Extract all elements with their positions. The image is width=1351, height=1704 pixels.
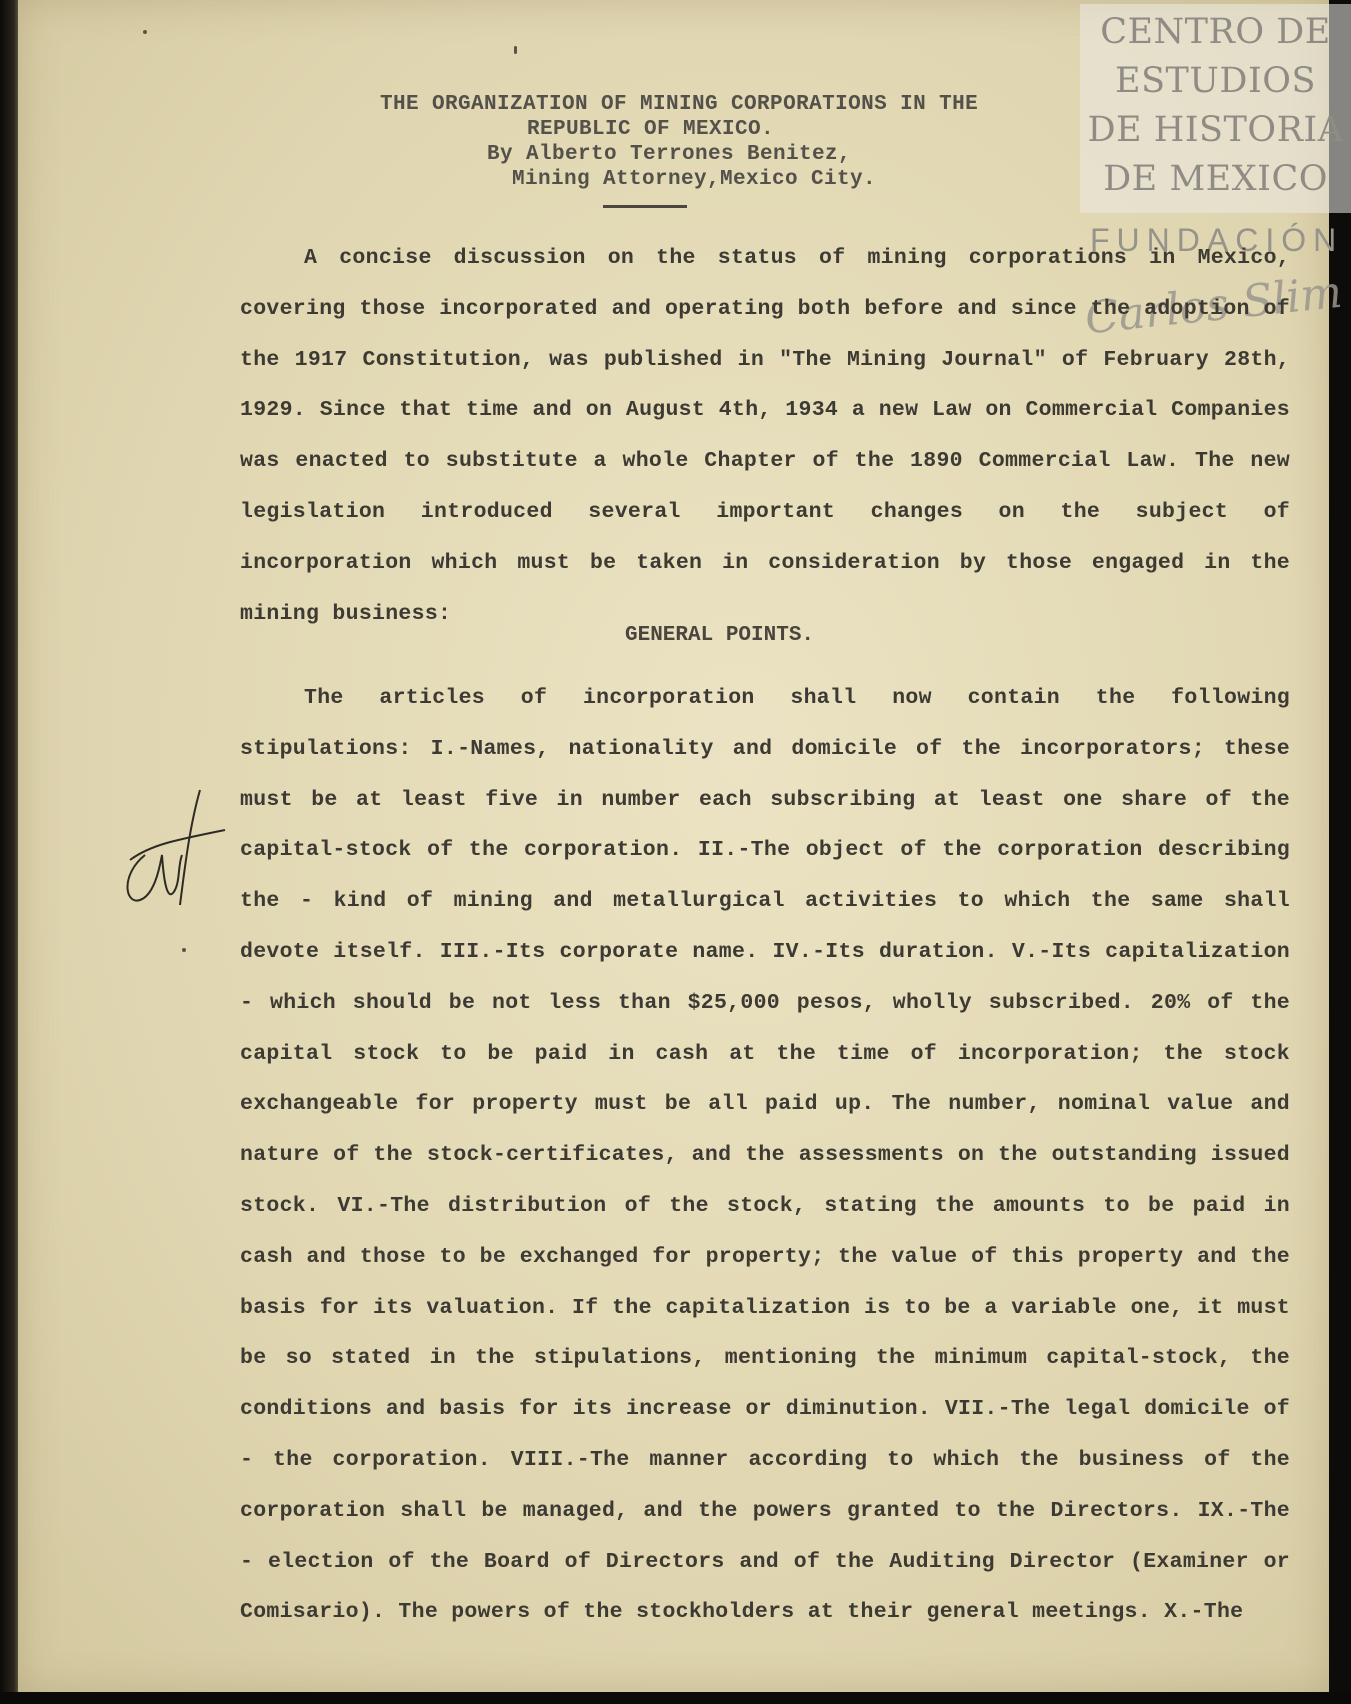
author-line: By Alberto Terrones Benitez, — [487, 143, 852, 166]
watermark-signature: Carlos Slim — [1082, 266, 1345, 345]
watermark-line-3: DE HISTORIA — [1087, 110, 1344, 150]
document-heading — [380, 92, 1020, 192]
paper-speck — [514, 46, 517, 54]
watermark-line-2: ESTUDIOS — [1115, 61, 1316, 101]
title-line-2: REPUBLIC OF MEXICO. — [527, 118, 775, 141]
scan-bottom-border — [0, 1692, 1351, 1704]
points-paragraph: The articles of incorporation shall now contain the following stipulations: I.-Names, nationality and domicile of the incorporators; these must be at least five in number each subscribing at least one share of the capital-stock of the corporation. II.-The object of the corporation describing the - kind of mining and metallurgical activities to which the same shall devote itself. III.-Its corporate name. IV.-Its duration. V.-Its capitalization - which should be not less than $25,000 pesos, wholly subscribed. 20% of the capital stock to be paid in cash at the time of incorporation; the stock exchangeable for property must be all paid up. The number, nominal value and nature of the stock-certificates, and the assessments on the outstanding issued stock. VI.-The distribution of the stock, stating the amounts to be paid in cash and those to be exchanged for property; the value of this property and the basis for its valuation. If the capitalization is to be a variable one, it must be so stated in the stipulations, mentioning the minimum capital-stock, the conditions and basis for its increase or diminution. VII.-The legal domicile of - the corporation. VIII.-The manner according to which the business of the corporation shall be managed, and the powers granted to the Directors. IX.-The - election of the Board of Directors and of the Auditing Director (Examiner or Comisario). The powers of the stockholders at their general meetings. X.-The — [240, 686, 1290, 1625]
watermark-line-1: CENTRO DE — [1100, 12, 1331, 52]
watermark-foundation: FUNDACIÓN — [1090, 222, 1344, 258]
heading-divider — [603, 205, 687, 208]
watermark-line-4: DE MEXICO — [1103, 159, 1328, 199]
handwritten-mark-icon — [120, 785, 230, 915]
paper-speck — [182, 948, 186, 952]
intro-paragraph: A concise discussion on the status of mining corporations in Mexico, covering those incorporated and operating both before and since the adoption of the 1917 Constitution, was published in "The Mining Journal" of February 28th, 1929. Since that time and on August 4th, 1934 a new Law on Commercial Companies was enacted to substitute a whole Chapter of the 1890 Commercial Law. The new legislation introduced several important changes on the subject of incorporation which must be taken in consideration by those engaged in the mining business: — [240, 246, 1290, 626]
title-line-1: THE ORGANIZATION OF MINING CORPORATIONS IN THE — [380, 93, 979, 116]
paper-speck — [143, 30, 147, 34]
role-line: Mining Attorney,Mexico City. — [512, 168, 877, 191]
section-title: GENERAL POINTS. — [625, 624, 815, 647]
